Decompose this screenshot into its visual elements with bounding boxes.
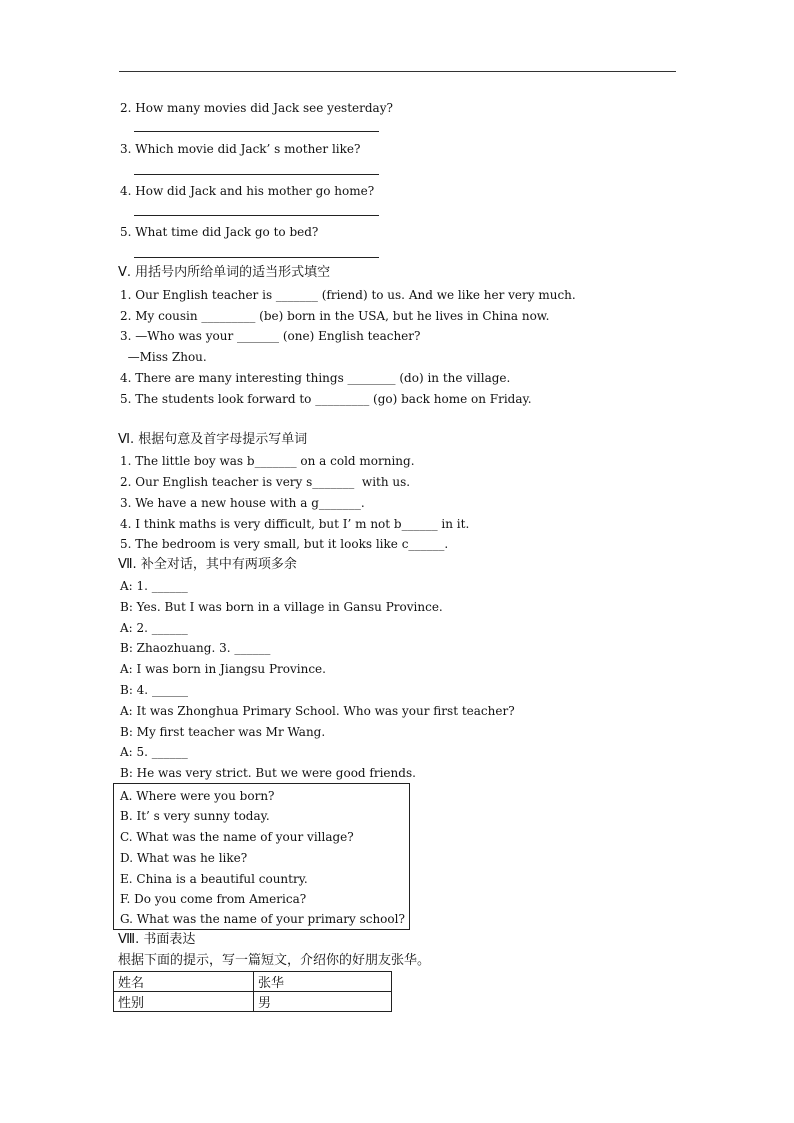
dialogue-line: B: My first teacher was Mr Wang. <box>120 725 326 739</box>
section-vi-item: 3. We have a new house with a g_______. <box>120 496 365 510</box>
option-item: C. What was the name of your village? <box>120 830 354 844</box>
table-cell-value: 男 <box>254 992 392 1012</box>
section-vi-item: 4. I think maths is very difficult, but I’ m not b______ in it. <box>120 517 470 531</box>
options-box <box>113 783 410 930</box>
table-cell-value: 张华 <box>254 972 392 992</box>
answer-line-4[interactable] <box>134 215 379 216</box>
option-item: D. What was he like? <box>120 851 248 865</box>
section-v-item: 2. My cousin _________ (be) born in the USA, but he lives in China now. <box>120 309 550 323</box>
dialogue-line: A: 5. ______ <box>120 745 188 759</box>
dialogue-line: A: I was born in Jiangsu Province. <box>120 662 326 676</box>
header-rule <box>119 71 676 72</box>
info-table <box>113 971 392 1012</box>
section-vi-title: Ⅵ. 根据句意及首字母提示写单词 <box>118 432 308 447</box>
answer-line-2[interactable] <box>134 131 379 132</box>
section-v-item: —Miss Zhou. <box>120 350 207 364</box>
section-viii-title: Ⅷ. 书面表达 <box>118 932 196 947</box>
option-item: F. Do you come from America? <box>120 892 307 906</box>
section-v-item: 5. The students look forward to _________ (go) back home on Friday. <box>120 392 532 406</box>
dialogue-line: B: He was very strict. But we were good friends. <box>120 766 416 780</box>
section-v-item: 3. —Who was your _______ (one) English teacher? <box>120 329 421 343</box>
table-row <box>114 992 392 1012</box>
option-item: G. What was the name of your primary school? <box>120 912 405 926</box>
table-cell-key: 姓名 <box>114 972 254 992</box>
dialogue-line: A: It was Zhonghua Primary School. Who was your first teacher? <box>120 704 515 718</box>
section-v-item: 4. There are many interesting things ________ (do) in the village. <box>120 371 511 385</box>
question-3: 3. Which movie did Jack’ s mother like? <box>120 142 361 156</box>
section-vi-item: 5. The bedroom is very small, but it looks like c______. <box>120 537 449 551</box>
question-5: 5. What time did Jack go to bed? <box>120 225 319 239</box>
dialogue-line: B: Zhaozhuang. 3. ______ <box>120 641 271 655</box>
section-v-item: 1. Our English teacher is _______ (friend) to us. And we like her very much. <box>120 288 576 302</box>
option-item: A. Where were you born? <box>120 789 275 803</box>
dialogue-line: B: 4. ______ <box>120 683 188 697</box>
dialogue-line: B: Yes. But I was born in a village in Gansu Province. <box>120 600 443 614</box>
dialogue-line: A: 2. ______ <box>120 621 188 635</box>
question-2: 2. How many movies did Jack see yesterday? <box>120 101 393 115</box>
table-row <box>114 972 392 992</box>
table-cell-key: 性别 <box>114 992 254 1012</box>
option-item: E. China is a beautiful country. <box>120 872 308 886</box>
section-vii-title: Ⅶ. 补全对话，其中有两项多余 <box>118 557 297 572</box>
section-vi-item: 1. The little boy was b_______ on a cold morning. <box>120 454 415 468</box>
question-4: 4. How did Jack and his mother go home? <box>120 184 375 198</box>
answer-line-3[interactable] <box>134 174 379 175</box>
section-v-title: Ⅴ. 用括号内所给单词的适当形式填空 <box>118 265 331 280</box>
option-item: B. It’ s very sunny today. <box>120 809 270 823</box>
section-vi-item: 2. Our English teacher is very s_______ with us. <box>120 475 411 489</box>
section-viii-instruction: 根据下面的提示，写一篇短文，介绍你的好朋友张华。 <box>118 953 431 968</box>
answer-line-5[interactable] <box>134 257 379 258</box>
dialogue-line: A: 1. ______ <box>120 579 188 593</box>
